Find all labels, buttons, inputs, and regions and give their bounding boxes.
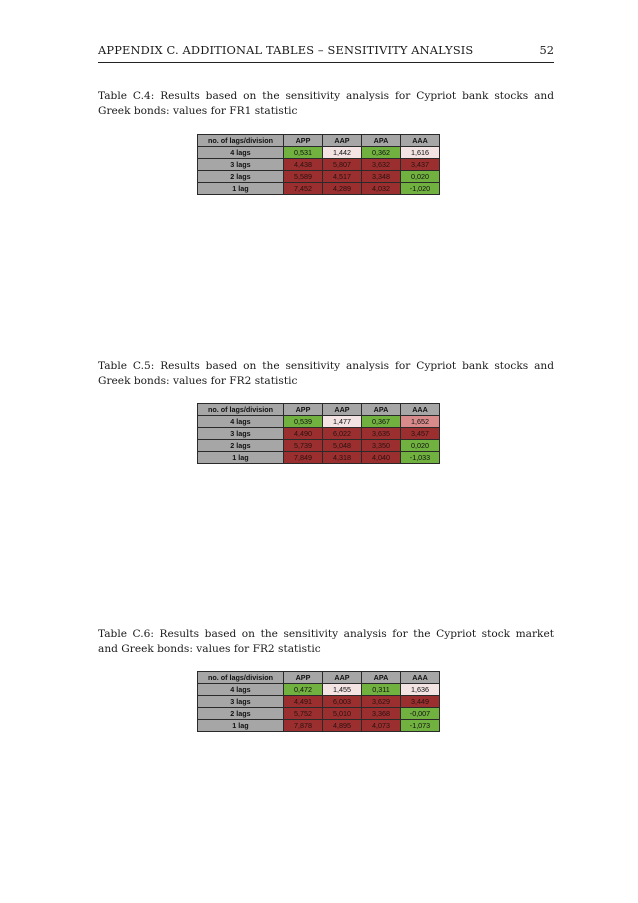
- value-cell: -1,073: [401, 720, 440, 732]
- header-cell: APA: [362, 404, 401, 416]
- value-cell: 4,289: [323, 183, 362, 195]
- running-title: APPENDIX C. ADDITIONAL TABLES – SENSITIVITY ANALYSIS: [98, 43, 474, 57]
- header-cell: AAA: [401, 135, 440, 147]
- results-table: [197, 403, 440, 464]
- value-cell: 0,539: [284, 416, 323, 428]
- row-label: 4 lags: [198, 416, 284, 428]
- table-row: [198, 452, 440, 464]
- value-cell: 4,490: [284, 428, 323, 440]
- row-label: 4 lags: [198, 684, 284, 696]
- results-table: [197, 671, 440, 732]
- value-cell: 7,452: [284, 183, 323, 195]
- row-label: 1 lag: [198, 720, 284, 732]
- value-cell: 1,616: [401, 147, 440, 159]
- caption-line: Greek bonds: values for FR2 statistic: [98, 375, 298, 387]
- value-cell: 4,032: [362, 183, 401, 195]
- value-cell: 3,457: [401, 428, 440, 440]
- header-rule: [98, 62, 554, 63]
- value-cell: 3,632: [362, 159, 401, 171]
- table-row: [198, 428, 440, 440]
- table-row: [198, 171, 440, 183]
- header-cell: APP: [284, 672, 323, 684]
- value-cell: 7,878: [284, 720, 323, 732]
- value-cell: 0,367: [362, 416, 401, 428]
- value-cell: 0,311: [362, 684, 401, 696]
- value-cell: 1,636: [401, 684, 440, 696]
- value-cell: 1,442: [323, 147, 362, 159]
- table-caption: [98, 627, 554, 657]
- table-row: [198, 708, 440, 720]
- table-row: [198, 159, 440, 171]
- table-row: [198, 440, 440, 452]
- value-cell: 4,491: [284, 696, 323, 708]
- value-cell: 0,531: [284, 147, 323, 159]
- value-cell: 4,040: [362, 452, 401, 464]
- value-cell: 7,849: [284, 452, 323, 464]
- value-cell: 5,807: [323, 159, 362, 171]
- table-header-row: [198, 135, 440, 147]
- value-cell: 0,472: [284, 684, 323, 696]
- value-cell: 4,438: [284, 159, 323, 171]
- header-cell: APA: [362, 672, 401, 684]
- row-label: 4 lags: [198, 147, 284, 159]
- value-cell: 0,020: [401, 171, 440, 183]
- row-label: 2 lags: [198, 708, 284, 720]
- header-cell: AAA: [401, 404, 440, 416]
- caption-line: Greek bonds: values for FR1 statistic: [98, 105, 298, 117]
- header-cell: APP: [284, 404, 323, 416]
- value-cell: 5,048: [323, 440, 362, 452]
- value-cell: 5,010: [323, 708, 362, 720]
- header-cell: AAA: [401, 672, 440, 684]
- header-cell: AAP: [323, 404, 362, 416]
- row-label: 2 lags: [198, 440, 284, 452]
- table-row: [198, 147, 440, 159]
- value-cell: 4,318: [323, 452, 362, 464]
- value-cell: -1,033: [401, 452, 440, 464]
- table-row: [198, 720, 440, 732]
- header-cell: AAP: [323, 672, 362, 684]
- value-cell: 3,629: [362, 696, 401, 708]
- caption-line: Table C.4: Results based on the sensitivity analysis for Cypriot bank stocks and: [98, 90, 554, 102]
- table-row: [198, 684, 440, 696]
- results-table: [197, 134, 440, 195]
- row-label: 3 lags: [198, 159, 284, 171]
- value-cell: 3,368: [362, 708, 401, 720]
- value-cell: -1,020: [401, 183, 440, 195]
- value-cell: 3,437: [401, 159, 440, 171]
- header-cell: AAP: [323, 135, 362, 147]
- value-cell: 3,348: [362, 171, 401, 183]
- caption-line: Table C.6: Results based on the sensitivity analysis for the Cypriot stock market: [98, 628, 554, 640]
- value-cell: 4,517: [323, 171, 362, 183]
- value-cell: 6,022: [323, 428, 362, 440]
- table-row: [198, 416, 440, 428]
- value-cell: 0,020: [401, 440, 440, 452]
- header-cell-division: no. of lags/division: [198, 135, 284, 147]
- value-cell: 5,589: [284, 171, 323, 183]
- table-caption: [98, 89, 554, 119]
- row-label: 2 lags: [198, 171, 284, 183]
- value-cell: 5,752: [284, 708, 323, 720]
- page-number: 52: [539, 43, 554, 57]
- header-cell: APA: [362, 135, 401, 147]
- header-cell-division: no. of lags/division: [198, 404, 284, 416]
- value-cell: 5,739: [284, 440, 323, 452]
- value-cell: 6,003: [323, 696, 362, 708]
- row-label: 1 lag: [198, 183, 284, 195]
- table-header-row: [198, 672, 440, 684]
- value-cell: 1,477: [323, 416, 362, 428]
- page-header: [98, 43, 554, 61]
- value-cell: 4,073: [362, 720, 401, 732]
- row-label: 3 lags: [198, 428, 284, 440]
- caption-line: and Greek bonds: values for FR2 statistic: [98, 643, 321, 655]
- table-caption: [98, 359, 554, 389]
- row-label: 1 lag: [198, 452, 284, 464]
- header-cell: APP: [284, 135, 323, 147]
- value-cell: 1,455: [323, 684, 362, 696]
- value-cell: -0,007: [401, 708, 440, 720]
- value-cell: 3,350: [362, 440, 401, 452]
- row-label: 3 lags: [198, 696, 284, 708]
- value-cell: 1,652: [401, 416, 440, 428]
- table-header-row: [198, 404, 440, 416]
- caption-line: Table C.5: Results based on the sensitivity analysis for Cypriot bank stocks and: [98, 360, 554, 372]
- value-cell: 0,362: [362, 147, 401, 159]
- header-cell-division: no. of lags/division: [198, 672, 284, 684]
- table-row: [198, 183, 440, 195]
- value-cell: 3,635: [362, 428, 401, 440]
- value-cell: 3,449: [401, 696, 440, 708]
- value-cell: 4,895: [323, 720, 362, 732]
- table-row: [198, 696, 440, 708]
